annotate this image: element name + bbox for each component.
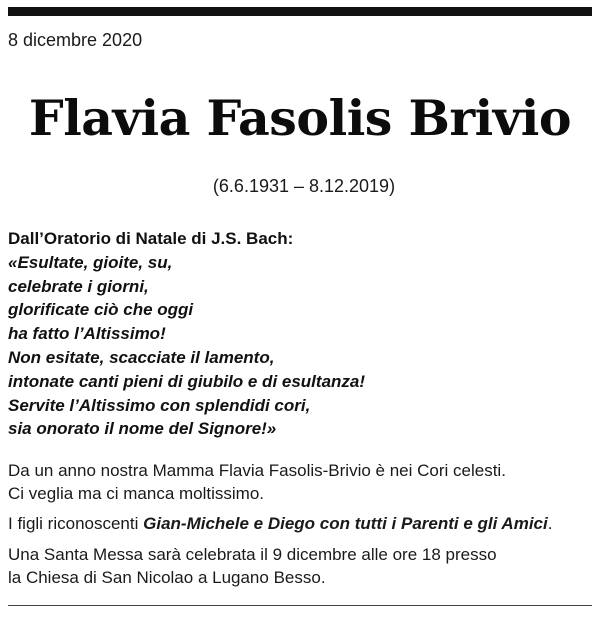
quote-line: ha fatto l’Altissimo!: [8, 324, 166, 344]
quote-line: glorificate ciò che oggi: [8, 300, 194, 320]
quote-line: Non esitate, scacciate il lamento,: [8, 347, 275, 367]
quote-block: [8, 227, 592, 441]
bottom-rule: [8, 605, 592, 606]
family-end: .: [547, 514, 553, 533]
quote-source: Dall’Oratorio di Natale di J.S. Bach:: [8, 229, 294, 248]
top-rule: [8, 7, 592, 16]
deceased-name: Flavia Fasolis Brivio: [28, 89, 572, 147]
life-dates-text: (6.6.1931 – 8.12.2019): [212, 176, 396, 196]
life-dates: [0, 174, 600, 198]
mass-announcement: [8, 543, 598, 589]
quote-line: intonate canti pieni di giubilo e di esultanza!: [8, 371, 366, 391]
remembrance-line: Ci veglia ma ci manca moltissimo.: [8, 484, 265, 503]
quote-line: «Esultate, gioite, su,: [8, 252, 173, 272]
quote-line: celebrate i giorni,: [8, 276, 149, 296]
mass-line: la Chiesa di San Nicolao a Lugano Besso.: [8, 568, 326, 587]
remembrance-message: [8, 459, 598, 505]
quote-line: sia onorato il nome del Signore!»: [8, 419, 277, 439]
mass-line: Una Santa Messa sarà celebrata il 9 dicembre alle ore 18 presso: [8, 545, 497, 564]
family-signature: [8, 512, 598, 535]
quote-line: Servite l’Altissimo con splendidi cori,: [8, 395, 311, 415]
family-names: Gian-Michele e Diego con tutti i Parenti e gli Amici: [143, 514, 548, 533]
publication-date: 8 dicembre 2020: [8, 30, 143, 50]
remembrance-line: Da un anno nostra Mamma Flavia Fasolis-Brivio è nei Cori celesti.: [8, 461, 506, 480]
family-intro: I figli riconoscenti: [8, 514, 144, 533]
